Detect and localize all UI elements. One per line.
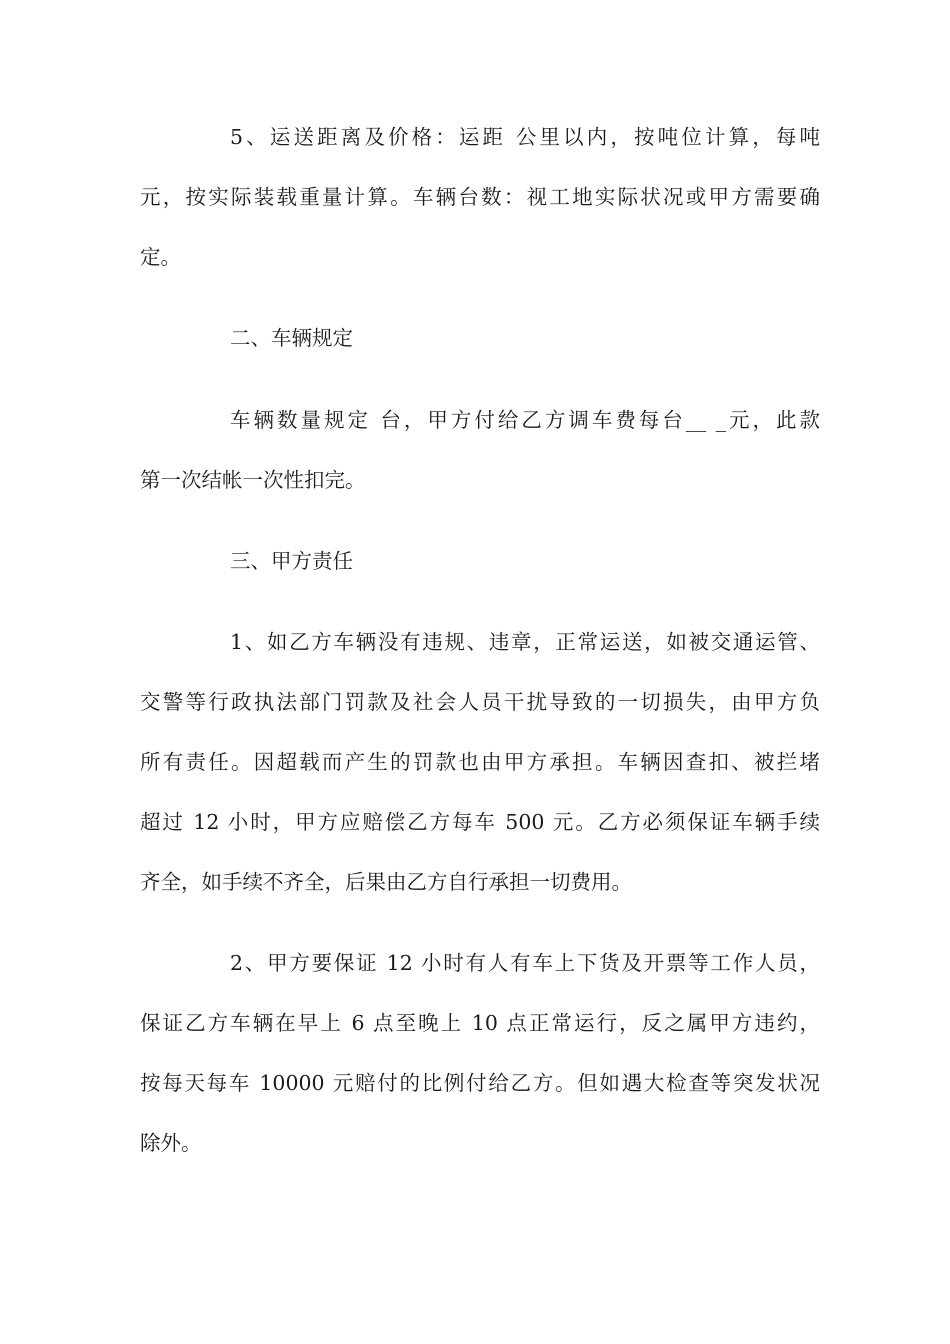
clause-1-line-3: 所有责任。因超载而产生的罚款也由甲方承担。车辆因查扣、被拦堵 [140, 750, 820, 774]
clause-1-line-4: 超过 12 小时，甲方应赔偿乙方每车 500 元。乙方必须保证车辆手续 [140, 810, 820, 834]
clause-2-line-2: 保证乙方车辆在早上 6 点至晚上 10 点正常运行，反之属甲方违约， [140, 1011, 820, 1035]
vehicle-rule-line-2: 第一次结帐一次性扣完。 [140, 468, 366, 492]
vehicle-rule-line-1: 车辆数量规定 台，甲方付给乙方调车费每台__ _元，此款 [230, 408, 820, 432]
clause-1-line-2: 交警等行政执法部门罚款及社会人员干扰导致的一切损失，由甲方负 [140, 690, 820, 714]
section-2-heading: 二、车辆规定 [230, 326, 353, 350]
clause-1-line-5: 齐全，如手续不齐全，后果由乙方自行承担一切费用。 [140, 870, 632, 894]
clause-5-line-3: 定。 [140, 245, 181, 269]
clause-5-line-2: 元，按实际装载重量计算。车辆台数：视工地实际状况或甲方需要确 [140, 185, 820, 209]
clause-2-line-3: 按每天每车 10000 元赔付的比例付给乙方。但如遇大检查等突发状况 [140, 1071, 820, 1095]
clause-5-line-1: 5、运送距离及价格：运距 公里以内，按吨位计算，每吨 [230, 125, 820, 149]
clause-1-line-1: 1、如乙方车辆没有违规、违章，正常运送，如被交通运管、 [230, 630, 820, 654]
clause-2-line-4: 除外。 [140, 1131, 202, 1155]
section-3-heading: 三、甲方责任 [230, 549, 353, 573]
clause-2-line-1: 2、甲方要保证 12 小时有人有车上下货及开票等工作人员， [230, 951, 820, 975]
